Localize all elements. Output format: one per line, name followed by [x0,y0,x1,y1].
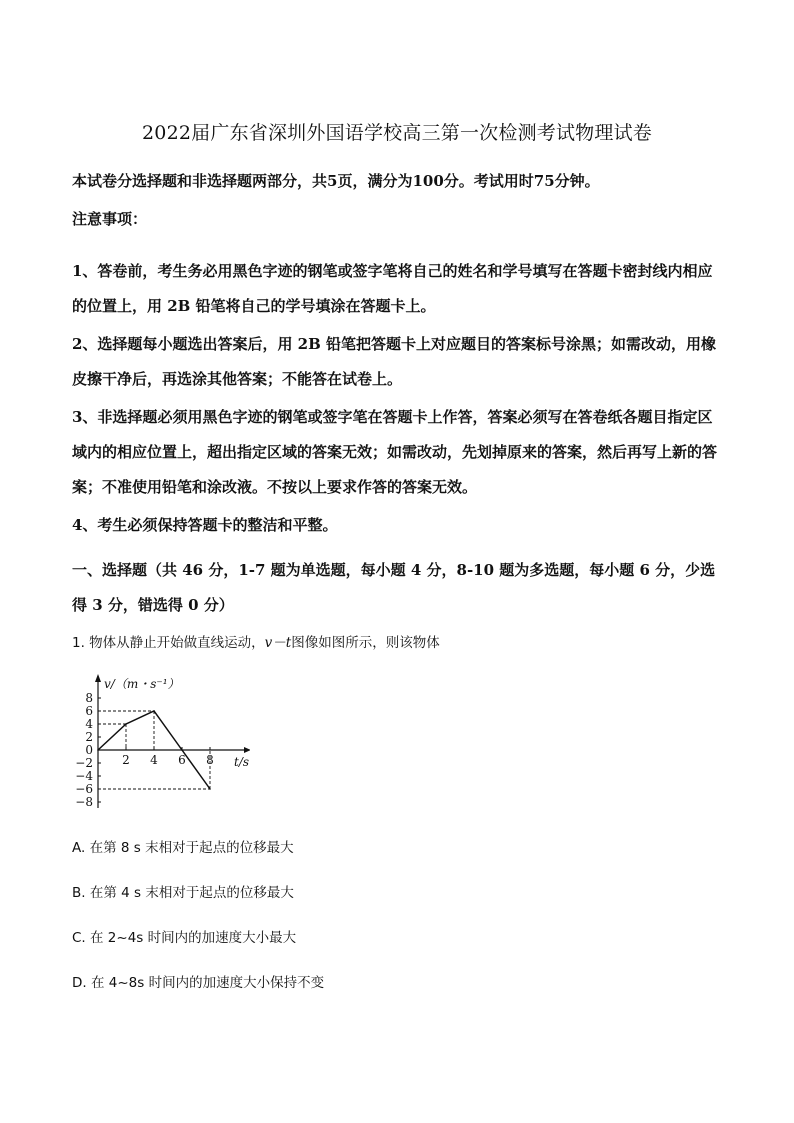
x-tick-label: 8 [206,753,214,767]
question-1-stem [72,631,440,651]
y-tick-label: 6 [85,704,93,718]
y-tick-label: 2 [85,730,93,744]
note-2: 2、选择题每小题选出答案后，用 2B 铅笔把答题卡上对应题目的答案标号涂黑；如需改动，用橡皮擦干净后，再选涂其他答案；不能答在试卷上。 [72,335,717,388]
x-tick-label: 2 [122,753,130,767]
vt-data-point [153,710,155,712]
x-tick-label: 4 [150,753,158,767]
y-tick-label: 8 [85,691,93,705]
vt-data-point [97,749,99,751]
y-axis-label: v/（m・s⁻¹） [104,677,180,691]
note-3: 3、非选择题必须用黑色字迹的钢笔或签字笔在答题卡上作答，答案必须写在答卷纸各题目指定区域内的相应位置上，超出指定区域的答案无效；如需改动，先划掉原来的答案，然后再写上新的答案；不准使用铅笔和涂改液。不按以上要求作答的答案无效。 [72,408,718,496]
option-d[interactable]: D. 在 4~8s 时间内的加速度大小保持不变 [72,975,325,991]
question-1-symbol: v－t [264,635,292,651]
x-axis-arrow [244,747,250,753]
x-axis-label: t/s [234,755,250,769]
question-1-suffix: 图像如图所示，则该物体 [291,635,440,651]
y-tick-label: −2 [75,756,93,770]
y-tick-label: 4 [85,717,93,731]
vt-data-point [209,788,211,790]
option-b[interactable]: B. 在第 4 s 末相对于起点的位移最大 [72,885,294,901]
vt-data-point [181,749,183,751]
y-tick-label: −4 [75,769,93,783]
option-a[interactable]: A. 在第 8 s 末相对于起点的位移最大 [72,840,294,856]
vt-data-point [125,723,127,725]
y-tick-label: 0 [85,743,93,757]
note-4: 4、考生必须保持答题卡的整洁和平整。 [72,516,338,534]
section-heading: 一、选择题（共 46 分，1-7 题为单选题，每小题 4 分，8-10 题为多选题，每小题 6 分，少选得 3 分，错选得 0 分） [72,561,716,614]
page-title: 2022届广东省深圳外国语学校高三第一次检测考试物理试卷 [142,122,652,144]
option-c[interactable]: C. 在 2~4s 时间内的加速度大小最大 [72,930,297,946]
vt-graph [70,670,250,815]
notice-heading: 注意事项： [72,210,148,228]
note-1: 1、答卷前，考生务必用黑色字迹的钢笔或签字笔将自己的姓名和学号填写在答题卡密封线内相应的位置上，用 2B 铅笔将自己的学号填涂在答题卡上。 [72,262,713,315]
intro-text: 本试卷分选择题和非选择题两部分，共5页，满分为100分。考试用时75分钟。 [72,172,600,190]
x-tick-label: 6 [178,753,186,767]
y-tick-label: −8 [75,795,93,809]
y-tick-label: −6 [75,782,93,796]
question-1-prefix: 1. 物体从静止开始做直线运动， [72,635,265,651]
y-axis-arrow [95,674,101,682]
